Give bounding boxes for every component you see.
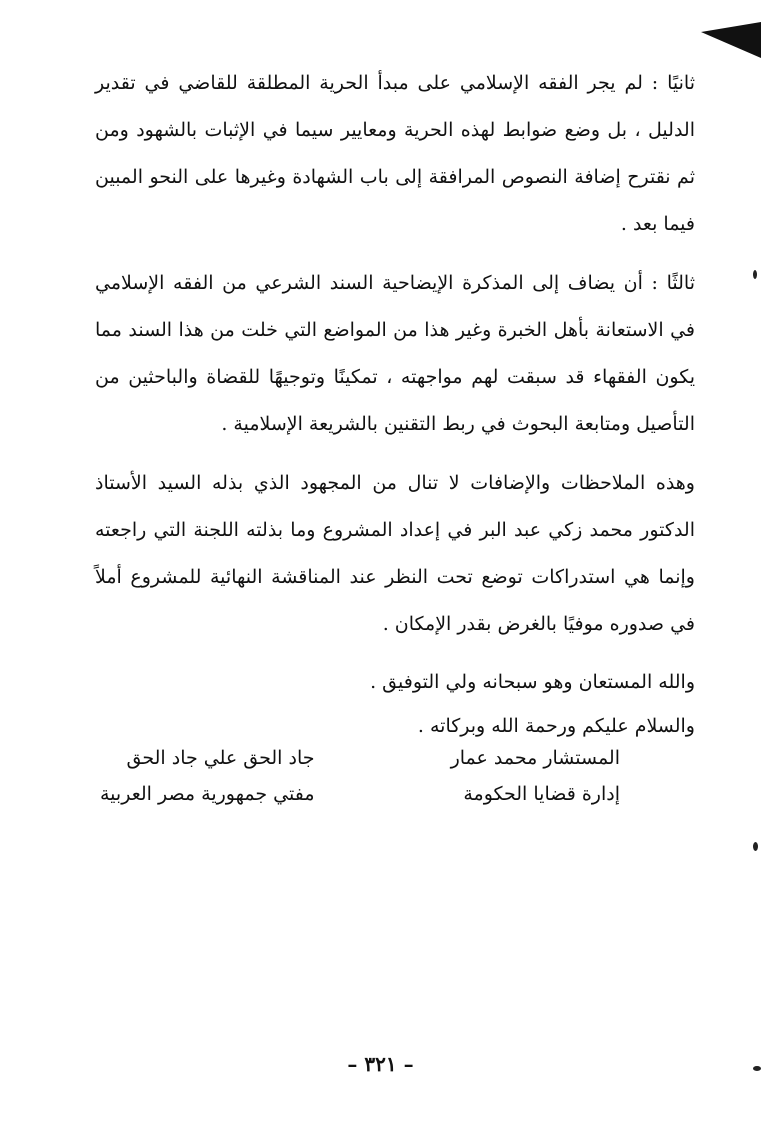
- page-number: – ٣٢١ –: [347, 1052, 414, 1076]
- signature-left: [100, 740, 315, 812]
- signature-left-name: جاد الحق علي جاد الحق: [126, 747, 315, 769]
- signature-left-title: مفتي جمهورية مصر العربية: [100, 783, 315, 805]
- signature-right: [451, 740, 620, 812]
- paragraph-remarks: وهذه الملاحظات والإضافات لا تنال من المجهود الذي بذله السيد الأستاذ الدكتور محمد زكي عبد البر في إعداد المشروع وما بذلته اللجنة التي راجعته وإنما هي استدراكات توضع تحت النظر عند المناقشة النهائية للمشروع أملاً في صدوره موفيًا بالغرض بقدر الإمكان .: [95, 472, 695, 635]
- scan-speck: [753, 270, 757, 279]
- closing-line-salutation: والسلام عليكم ورحمة الله وبركاته .: [417, 715, 695, 737]
- paragraph-third-point: ثالثًا : أن يضاف إلى المذكرة الإيضاحية السند الشرعي من الفقه الإسلامي في الاستعانة بأهل الخبرة وغير هذا من المواضع التي خلت من هذا السند مما يكون الفقهاء قد سبقت لهم مواجهته ، تمكينًا وتوجيهًا للقضاة والباحثين من التأصيل ومتابعة البحوث في ربط التقنين بالشريعة الإسلامية .: [95, 272, 695, 435]
- corner-scan-mark: [701, 22, 761, 58]
- paragraph-second-point: ثانيًا : لم يجر الفقه الإسلامي على مبدأ الحرية المطلقة للقاضي في تقدير الدليل ، بل وضع ضوابط لهذه الحرية ومعايير سيما في الإثبات بالشهود ومن ثم نقترح إضافة النصوص المرافقة إلى باب الشهادة وغيرها على النحو المبين فيما بعد .: [95, 72, 695, 235]
- signature-right-title: إدارة قضايا الحكومة: [463, 783, 620, 805]
- signatures: [100, 740, 620, 812]
- closing-block: [95, 660, 695, 748]
- scan-speck: [753, 842, 758, 851]
- document-body: [95, 60, 695, 748]
- closing-line-prayer: والله المستعان وهو سبحانه ولي التوفيق .: [370, 671, 695, 693]
- signature-right-name: المستشار محمد عمار: [450, 747, 620, 769]
